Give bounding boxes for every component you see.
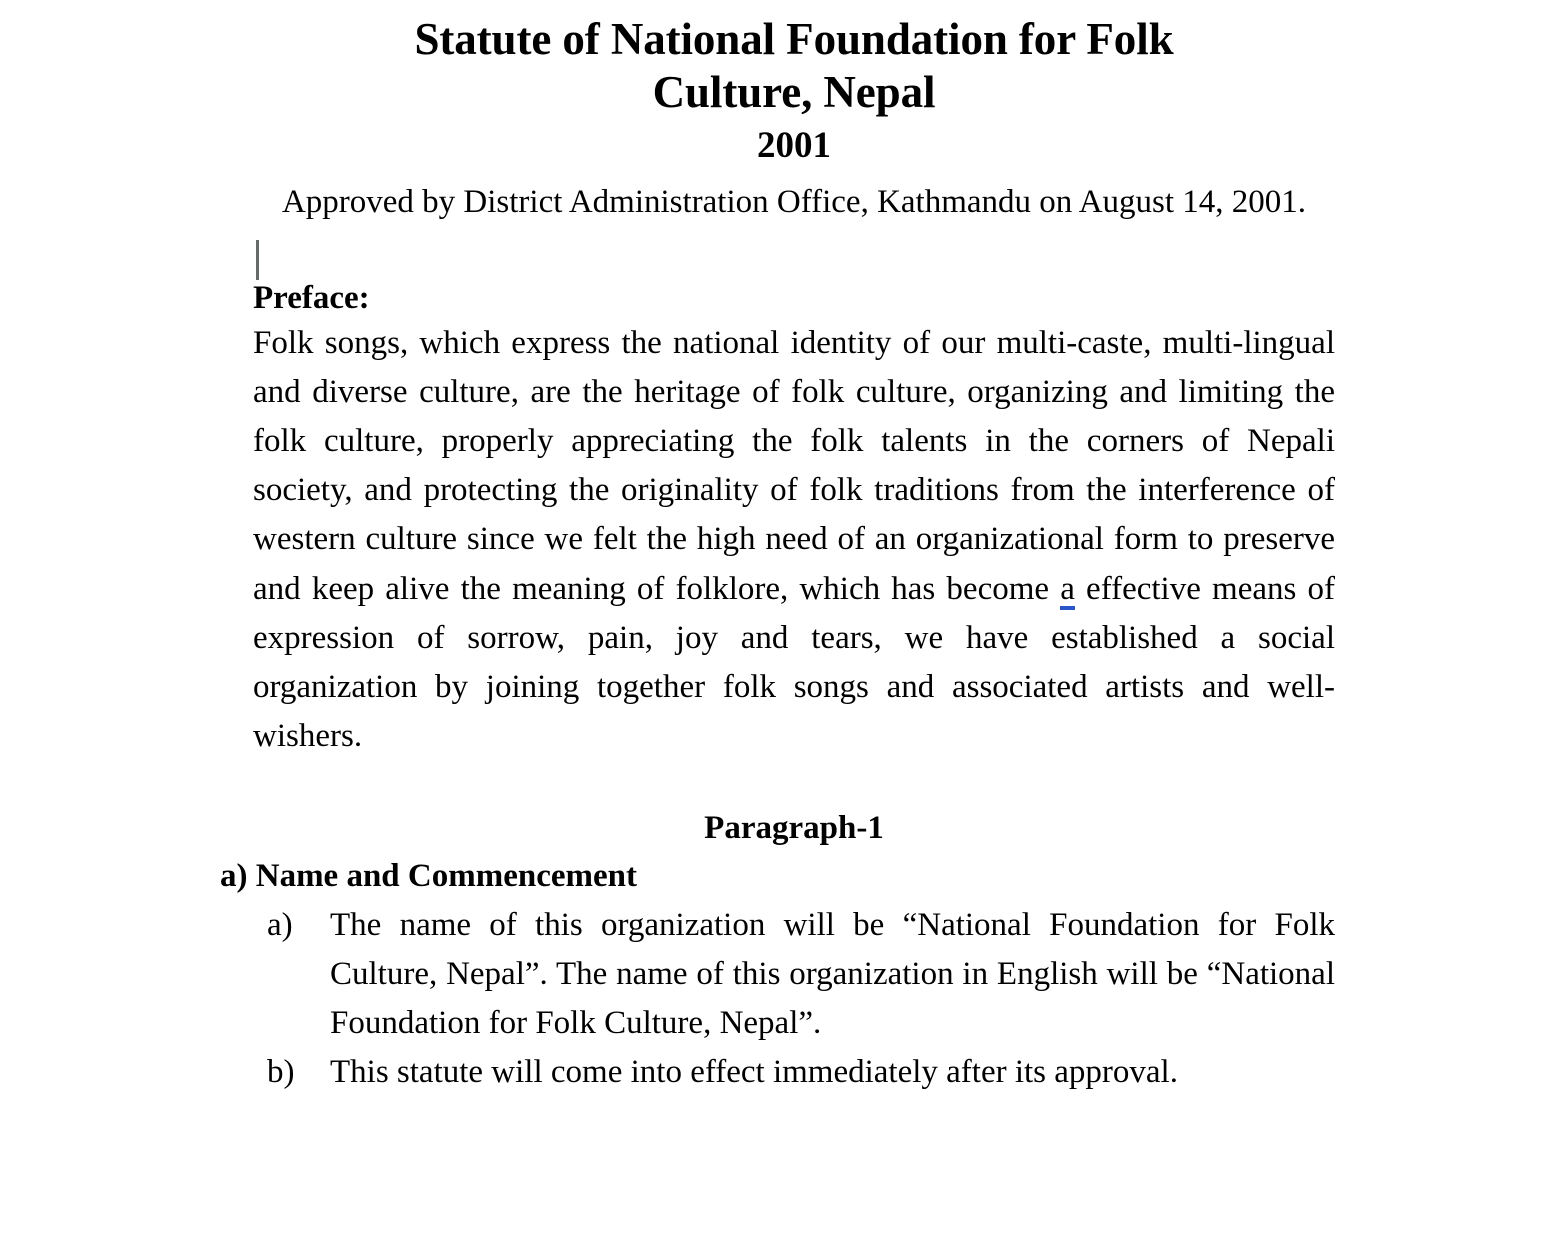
page-title-line-1: Statute of National Foundation for Folk (414, 14, 1174, 64)
list-item-marker: b) (267, 1054, 295, 1091)
text-cursor-caret (256, 240, 259, 280)
preface-text-part-2: effective means of expression of sorrow, pain, joy and tears, we have established a social organization by joining together folk songs and associated artists and well-wishers. (253, 570, 1335, 755)
list-item-marker: a) (267, 906, 293, 943)
paragraph-1-heading: Paragraph-1 (704, 810, 884, 847)
approval-note: Approved by District Administration Office, Kathmandu on August 14, 2001. (281, 183, 1307, 220)
document-year: 2001 (757, 125, 831, 167)
paragraph-1-list (253, 901, 1335, 1098)
preface-text-part-1: Folk songs, which express the national identity of our multi-caste, multi-lingual and diverse culture, are the heritage of folk culture, organizing and limiting the folk culture, properly appreciating the folk talents in the corners of Nepali society, and protecting the originality of folk traditions from the interference of western culture since we felt the high need of an organizational form to preserve and keep alive the meaning of folklore, which has become (253, 324, 1335, 607)
document-body (220, 0, 1335, 1097)
page-title-line-2: Culture, Nepal (652, 66, 936, 117)
page-title (253, 0, 1335, 118)
preface-paragraph (253, 319, 1335, 761)
list-item-text: This statute will come into effect immediately after its approval. (330, 1054, 1178, 1091)
empty-paragraph-line[interactable] (253, 226, 1335, 282)
grammar-flagged-word[interactable]: a (1060, 571, 1075, 610)
list-item-text: The name of this organization will be “National Foundation for Folk Culture, Nepal”. The name of this organization in English will be “National Foundation for Folk Culture, Nepal”. (330, 906, 1335, 1042)
list-item (267, 1048, 1335, 1097)
list-item (267, 901, 1335, 1048)
paragraph-1-subheading: a) Name and Commencement (220, 857, 637, 894)
preface-heading: Preface: (253, 279, 370, 316)
